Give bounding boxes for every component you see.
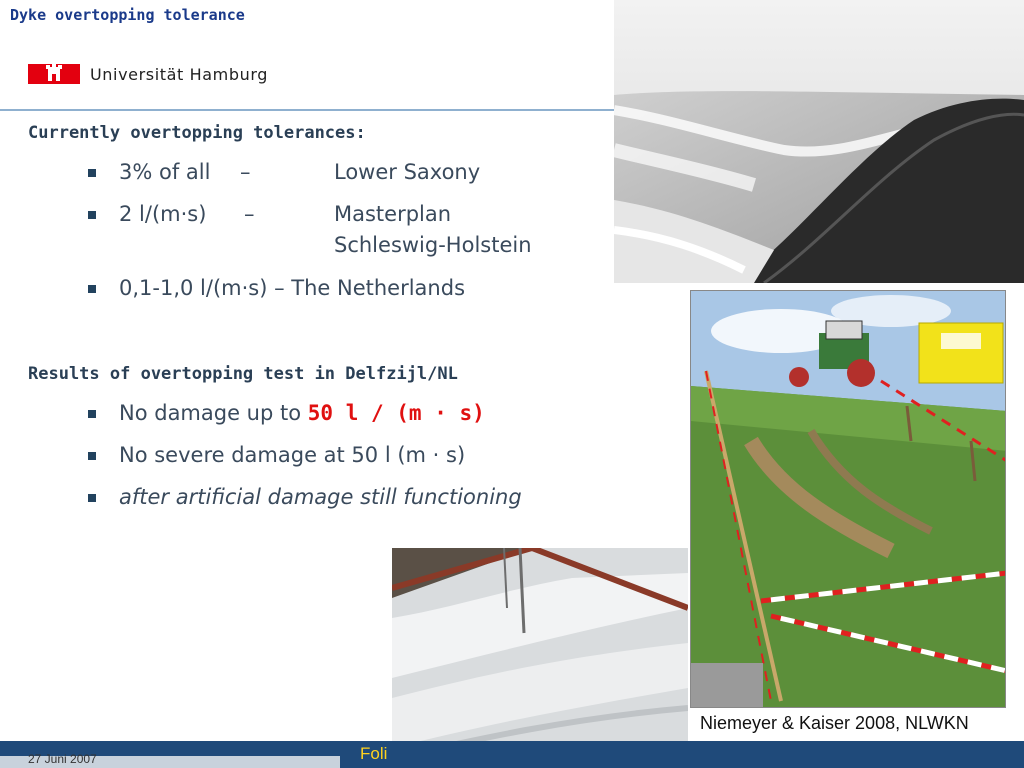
result-text: No severe damage at 50 l (m · s) [119, 443, 466, 467]
results-heading: Results of overtopping test in Delfzijl/NL [28, 364, 458, 384]
photo-caption: Niemeyer & Kaiser 2008, NLWKN [700, 713, 969, 733]
tolerances-heading: Currently overtopping tolerances: [28, 123, 366, 143]
bullet-square-icon [88, 452, 96, 460]
header-divider [0, 109, 616, 111]
university-name: Universität Hamburg [90, 64, 268, 84]
bullet-square-icon [88, 169, 96, 177]
bullet-square-icon [88, 285, 96, 293]
result-text: after artificial damage still functioning [119, 485, 522, 509]
tolerance-dash: – [244, 202, 255, 226]
tolerance-region: Lower Saxony [334, 160, 481, 184]
bullet-square-icon [88, 211, 96, 219]
tolerance-value: 2 l/(m·s) [119, 202, 207, 226]
hamburg-castle-icon [28, 64, 80, 84]
tolerance-region-line2: Schleswig-Holstein [334, 233, 532, 257]
flume-water-photo [392, 548, 688, 768]
tolerance-value: 0,1-1,0 l/(m·s) – The Netherlands [119, 276, 466, 300]
footer-date: 27 Juni 2007 [28, 752, 97, 766]
storm-surge-photo [614, 0, 1024, 283]
bullet-square-icon [88, 410, 96, 418]
university-logo [28, 62, 268, 86]
tolerance-dash: – [240, 160, 251, 184]
bullet-square-icon [88, 494, 96, 502]
result-text: No damage up to [119, 401, 308, 425]
tolerance-value: 3% of all [119, 160, 211, 184]
footer-slide-label: Foli [360, 744, 388, 763]
result-highlight: 50 l / (m · s) [307, 401, 485, 425]
slide-header-title: Dyke overtopping tolerance [10, 6, 245, 24]
field-test-photo [690, 290, 1006, 708]
tolerance-region-line1: Masterplan [334, 202, 452, 226]
